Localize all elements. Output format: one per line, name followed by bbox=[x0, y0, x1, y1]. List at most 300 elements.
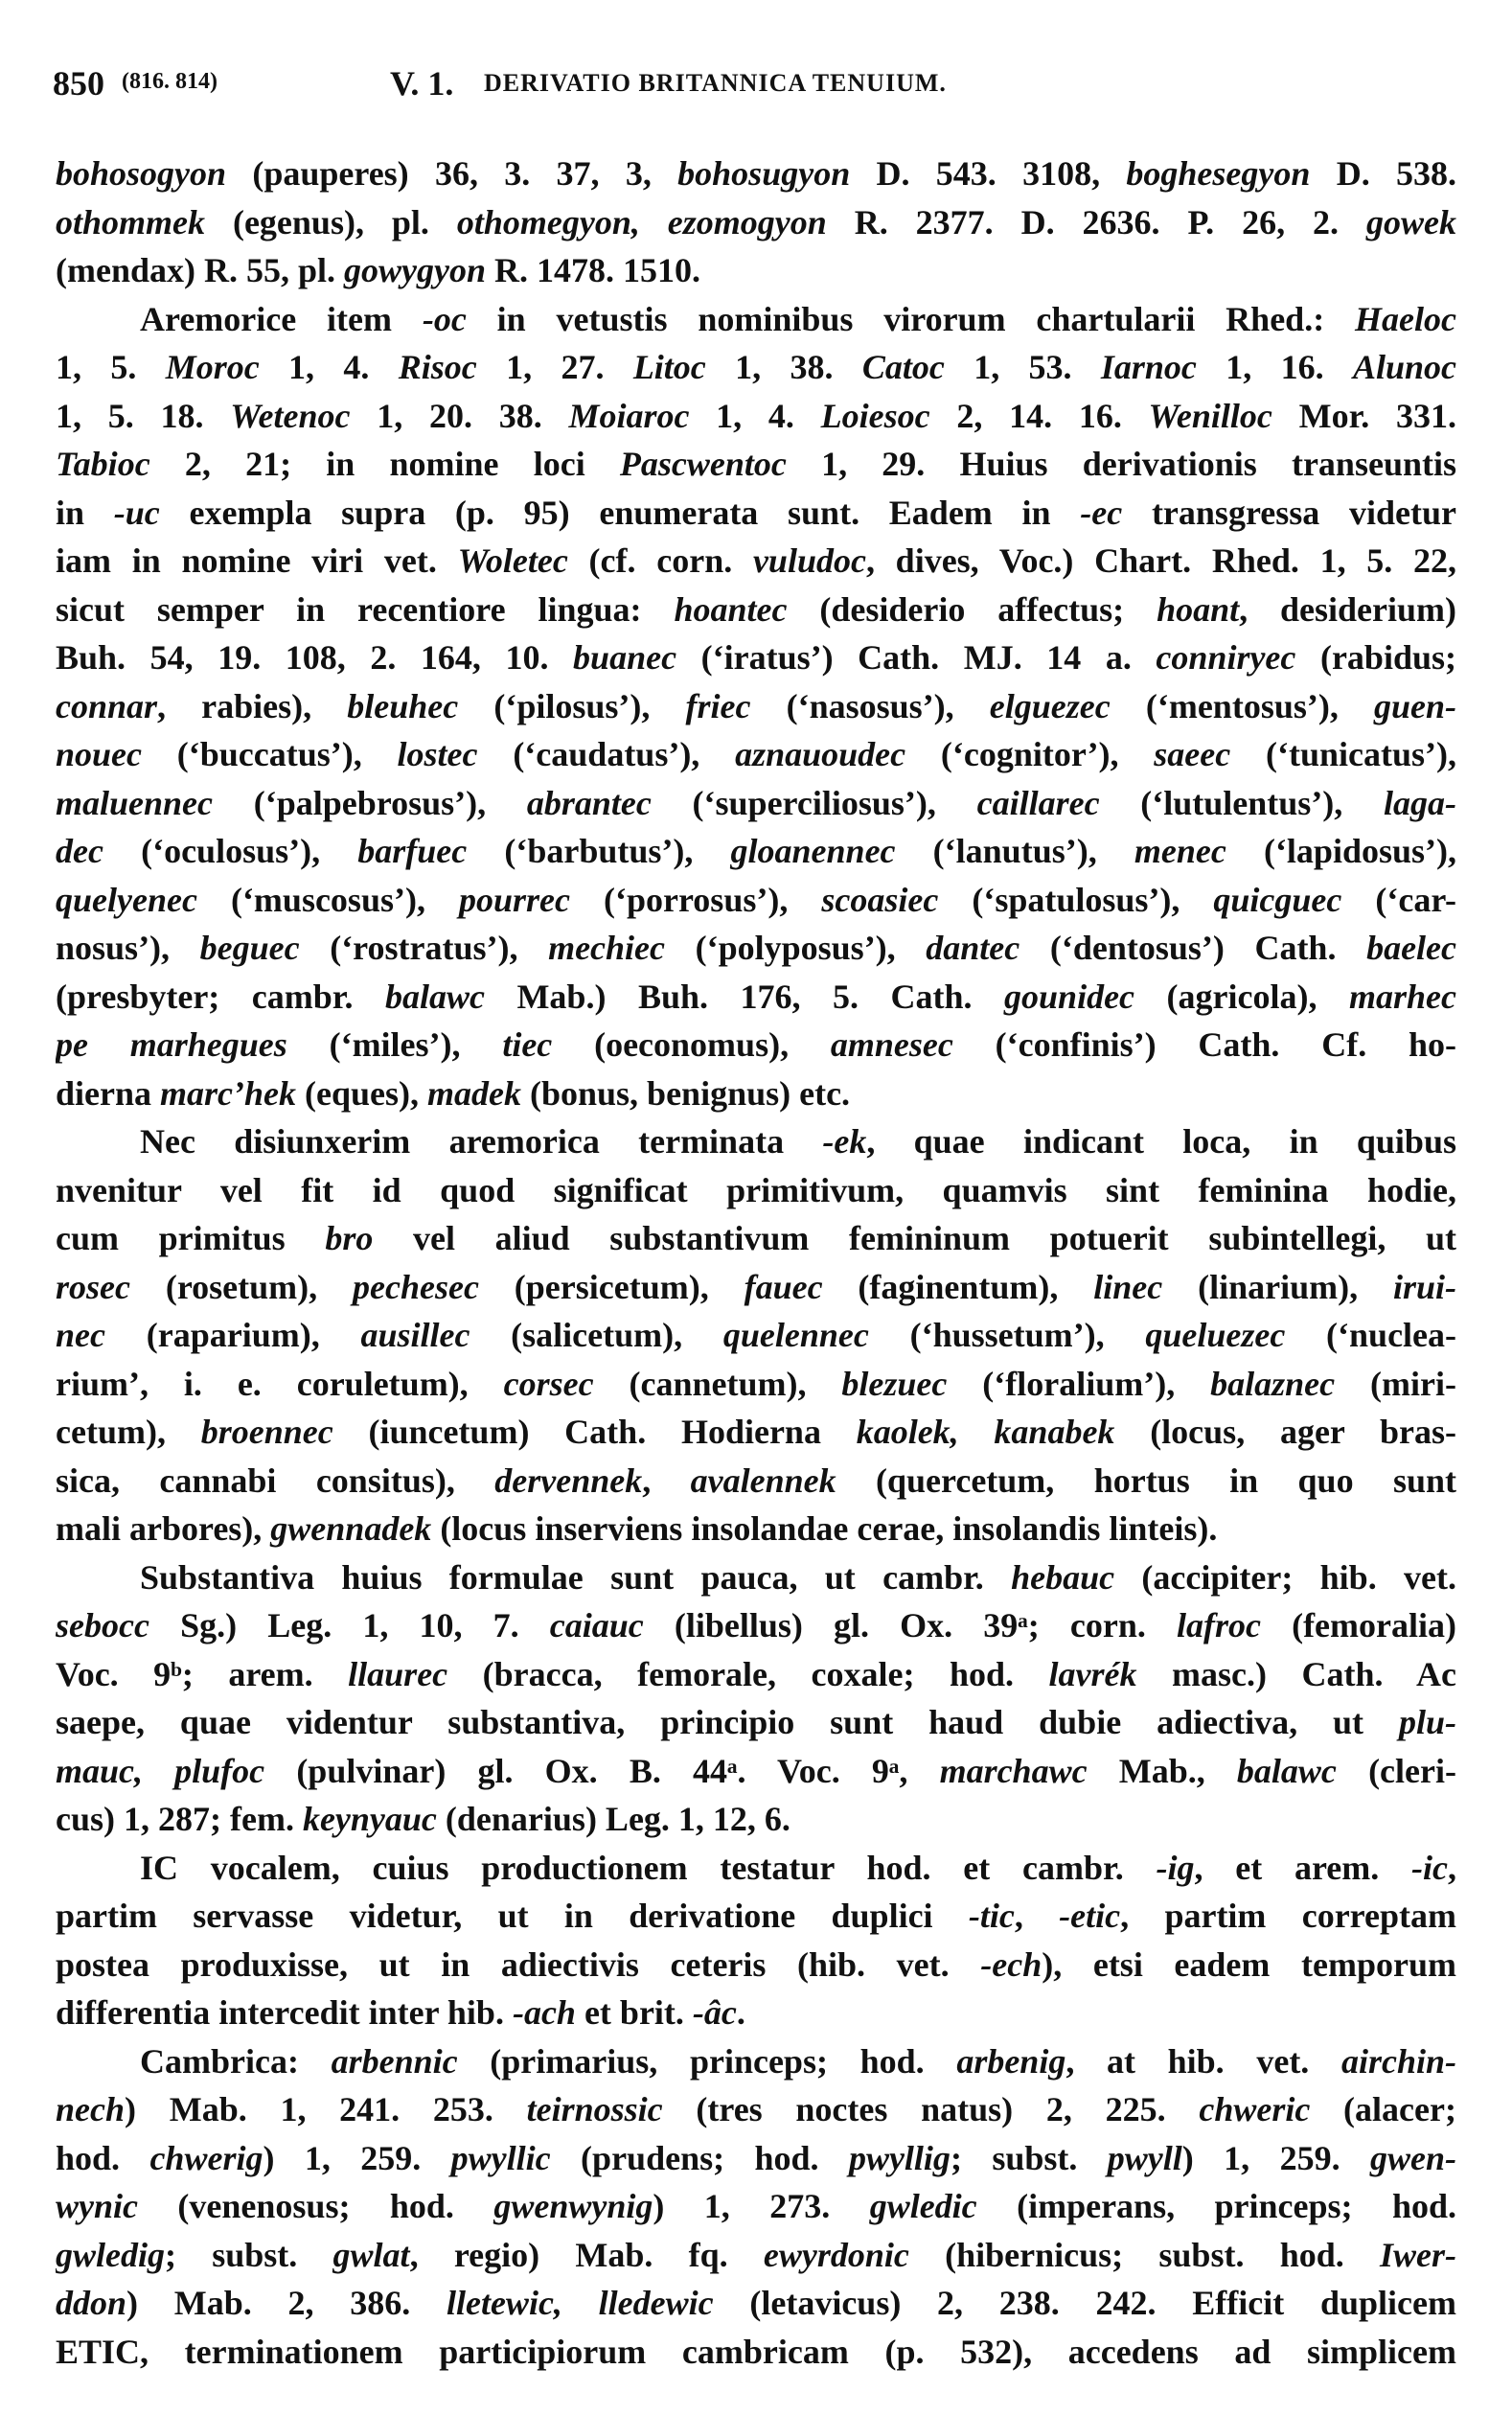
text-run: (‘tunicatus’), bbox=[1230, 735, 1456, 773]
italic-term: friec bbox=[685, 686, 751, 725]
text-run: ETIC, terminationem participiorum cambricam (p. 532), accedens ad simplicem bbox=[56, 2332, 1456, 2371]
text-run: mali arbores), bbox=[56, 1509, 271, 1548]
text-run: ) Mab. 2, 386. bbox=[126, 2284, 447, 2322]
italic-term: quicguec bbox=[1213, 880, 1342, 919]
italic-term: lostec bbox=[397, 735, 478, 773]
text-run: (denarius) Leg. 1, 12, 6. bbox=[436, 1800, 790, 1838]
italic-term: dec bbox=[56, 832, 103, 870]
italic-term: -âc bbox=[692, 1993, 737, 2032]
italic-term: Iarnoc bbox=[1100, 348, 1197, 386]
text-run: exempla supra (p. 95) enumerata sunt. Eadem in bbox=[159, 493, 1081, 532]
italic-term: Moiaroc bbox=[568, 396, 690, 435]
text-run: vel aliud substantivum femininum potuerit subintellegi, ut bbox=[373, 1219, 1456, 1257]
text-run: cum primitus bbox=[56, 1219, 326, 1257]
italic-term: Alunoc bbox=[1352, 348, 1456, 386]
italic-term: buanec bbox=[573, 638, 677, 677]
text-run: IC vocalem, cuius productionem testatur hod. et cambr. bbox=[140, 1848, 1157, 1887]
text-run: ), etsi eadem temporum bbox=[1042, 1944, 1456, 1984]
text-run: sica, cannabi consitus), bbox=[56, 1460, 495, 1500]
italic-term: scoasiec bbox=[821, 880, 939, 919]
italic-term: ausillec bbox=[360, 1316, 470, 1354]
italic-term: beguec bbox=[199, 929, 300, 967]
paragraph-first-line bbox=[56, 1844, 1456, 1893]
text-line bbox=[56, 2279, 1456, 2328]
text-run: 1, 4. bbox=[259, 348, 399, 386]
text-line bbox=[56, 1795, 1456, 1844]
italic-term: -ech bbox=[980, 1944, 1042, 1984]
text-run: (cf. corn. bbox=[567, 541, 753, 580]
text-run: (imperans, princeps; hod. bbox=[976, 2187, 1456, 2225]
italic-term: linec bbox=[1093, 1267, 1163, 1306]
italic-term: irui- bbox=[1392, 1267, 1456, 1306]
text-line bbox=[56, 1892, 1456, 1941]
italic-term: broennec bbox=[200, 1413, 333, 1451]
italic-term: chwerig bbox=[149, 2138, 263, 2177]
text-run: Mab.) Buh. 176, 5. Cath. bbox=[484, 977, 1005, 1016]
italic-term: tiec bbox=[502, 1025, 553, 1064]
text-run: (iuncetum) Cath. Hodierna bbox=[332, 1413, 857, 1451]
text-run: (miri- bbox=[1335, 1364, 1456, 1403]
italic-term: pe marhegues bbox=[56, 1025, 287, 1064]
text-run: dierna bbox=[56, 1073, 161, 1113]
text-run: (eques), bbox=[296, 1073, 427, 1113]
text-run: (‘mentosus’), bbox=[1110, 686, 1374, 725]
text-run: (‘lapidosus’), bbox=[1226, 832, 1456, 870]
text-line bbox=[56, 2182, 1456, 2231]
italic-term: lletewic, lledewic bbox=[446, 2284, 714, 2322]
text-line bbox=[56, 2328, 1456, 2377]
text-run: differentia intercedit inter hib. bbox=[56, 1993, 513, 2032]
italic-term: hoantec bbox=[674, 589, 788, 629]
text-run: R. 2377. D. 2636. P. 26, 2. bbox=[826, 202, 1366, 242]
text-run: 1, 29. Huius derivationis transeuntis bbox=[786, 445, 1456, 483]
italic-term: -uc bbox=[113, 493, 160, 532]
italic-term: llaurec bbox=[348, 1654, 448, 1693]
text-run: (alacer; bbox=[1310, 2090, 1456, 2128]
italic-term: gwen- bbox=[1369, 2138, 1456, 2177]
italic-term: dantec bbox=[926, 929, 1020, 967]
italic-term: laga- bbox=[1384, 783, 1456, 822]
italic-term: -etic bbox=[1059, 1897, 1121, 1935]
text-run: (‘nasosus’), bbox=[750, 686, 990, 725]
italic-term: pechesec bbox=[353, 1267, 479, 1306]
text-run: ; subst. bbox=[165, 2235, 333, 2274]
italic-term: aznauoudec bbox=[735, 735, 906, 773]
text-run: Nec disiunxerim aremorica terminata bbox=[140, 1122, 823, 1161]
text-run: postea produxisse, ut in adiectivis ceteris (hib. vet. bbox=[56, 1944, 981, 1984]
text-line bbox=[56, 392, 1456, 441]
italic-term: ddon bbox=[56, 2284, 127, 2322]
italic-term: Catoc bbox=[861, 348, 945, 386]
text-run: (rabidus; bbox=[1295, 638, 1456, 677]
italic-term: Tabioc bbox=[56, 445, 150, 483]
text-run: (‘porrosus’), bbox=[569, 880, 822, 919]
text-line bbox=[56, 1747, 1456, 1796]
italic-term: Litoc bbox=[632, 348, 706, 386]
text-run: 1, 4. bbox=[689, 396, 821, 435]
italic-term: quelennec bbox=[722, 1316, 869, 1354]
italic-term: barfuec bbox=[357, 832, 468, 870]
italic-term: sebocc bbox=[56, 1606, 149, 1644]
text-line bbox=[56, 2134, 1456, 2183]
italic-term: airchin- bbox=[1340, 2041, 1456, 2081]
text-run: Sg.) Leg. 1, 10, 7. bbox=[149, 1606, 550, 1644]
italic-term: madek bbox=[427, 1073, 521, 1113]
italic-term: maluennec bbox=[56, 783, 214, 822]
text-run: 1, 27. bbox=[476, 348, 633, 386]
italic-term: ewyrdonic bbox=[763, 2235, 909, 2274]
italic-term: pwyll bbox=[1107, 2138, 1182, 2177]
text-run: (pauperes) 36, 3. 37, 3, bbox=[226, 154, 678, 193]
italic-term: corsec bbox=[503, 1364, 594, 1403]
text-run: rium’, i. e. coruletum), bbox=[56, 1364, 504, 1403]
text-run: (‘spatulosus’), bbox=[938, 880, 1214, 919]
italic-term: keynyauc bbox=[302, 1800, 437, 1838]
italic-term: -ec bbox=[1080, 493, 1123, 532]
italic-term: boghesegyon bbox=[1126, 154, 1311, 193]
running-title: DERIVATIO BRITANNICA TENUIUM. bbox=[484, 69, 947, 97]
text-run: (rosetum), bbox=[129, 1267, 353, 1306]
italic-term: wynic bbox=[56, 2187, 138, 2225]
italic-term: marchawc bbox=[939, 1751, 1088, 1790]
text-run: (‘lutulentus’), bbox=[1099, 783, 1385, 822]
text-run: (salicetum), bbox=[470, 1316, 723, 1354]
section-number: V. 1. bbox=[390, 64, 454, 103]
italic-term: gounidec bbox=[1004, 977, 1135, 1016]
text-run: , bbox=[642, 1460, 691, 1500]
text-line bbox=[56, 1263, 1456, 1312]
text-line bbox=[56, 150, 1456, 198]
text-run: ) Mab. 1, 241. 253. bbox=[125, 2090, 527, 2128]
text-run: (‘muscosus’), bbox=[196, 880, 459, 919]
text-run: Mab., bbox=[1087, 1751, 1237, 1790]
text-run: , dives, Voc.) Chart. Rhed. 1, 5. 22, bbox=[865, 541, 1456, 580]
text-run: (quercetum, hortus in quo sunt bbox=[836, 1460, 1456, 1500]
text-run: Mor. 331. bbox=[1271, 396, 1456, 435]
text-run: cus) 1, 287; fem. bbox=[56, 1800, 303, 1838]
italic-term: nec bbox=[56, 1316, 105, 1354]
italic-term: teirnossic bbox=[526, 2090, 663, 2128]
italic-term: Risoc bbox=[398, 348, 477, 386]
text-run: (‘car- bbox=[1341, 880, 1456, 919]
italic-term: elguezec bbox=[989, 686, 1111, 725]
text-run: cetum), bbox=[56, 1413, 201, 1451]
text-line bbox=[56, 973, 1456, 1022]
text-run: (raparium), bbox=[104, 1316, 361, 1354]
text-line bbox=[56, 1989, 1456, 2037]
text-run: (libellus) gl. Ox. 39ᵃ; corn. bbox=[643, 1606, 1177, 1644]
text-run: hod. bbox=[56, 2138, 150, 2177]
text-run: D. 543. 3108, bbox=[850, 154, 1127, 193]
italic-term: pwyllic bbox=[450, 2138, 551, 2177]
text-line bbox=[56, 246, 1456, 295]
text-run: (‘caudatus’), bbox=[477, 735, 736, 773]
italic-term: nech bbox=[56, 2090, 125, 2128]
text-line bbox=[56, 682, 1456, 731]
italic-term: Haeloc bbox=[1355, 299, 1456, 338]
italic-term: mauc, plufoc bbox=[56, 1751, 265, 1790]
italic-term: Moroc bbox=[165, 348, 260, 386]
text-run: (‘miles’), bbox=[286, 1025, 503, 1064]
italic-term: saeec bbox=[1154, 735, 1231, 773]
text-run: (‘lanutus’), bbox=[895, 832, 1134, 870]
text-run: (oeconomus), bbox=[552, 1025, 831, 1064]
text-line bbox=[56, 779, 1456, 828]
italic-term: gwennadek bbox=[270, 1509, 432, 1548]
italic-term: othomegyon, ezomogyon bbox=[456, 202, 827, 242]
italic-term: caiauc bbox=[549, 1606, 644, 1644]
text-run: (‘iratus’) Cath. MJ. 14 a. bbox=[676, 638, 1157, 677]
text-run: , rabies), bbox=[157, 686, 348, 725]
italic-term: blezuec bbox=[841, 1364, 948, 1403]
text-line bbox=[56, 1070, 1456, 1118]
italic-term: pwyllig bbox=[848, 2138, 951, 2177]
italic-term: balaznec bbox=[1210, 1364, 1336, 1403]
text-run: et brit. bbox=[575, 1993, 693, 2032]
text-line bbox=[56, 633, 1456, 682]
text-run: , quae indicant loca, in quibus bbox=[866, 1122, 1456, 1161]
text-run: (cleri- bbox=[1336, 1751, 1456, 1790]
text-run: (‘rostratus’), bbox=[299, 929, 549, 967]
italic-term: caillarec bbox=[976, 783, 1100, 822]
text-line bbox=[56, 198, 1456, 247]
italic-term: amnesec bbox=[830, 1025, 953, 1064]
italic-term: gloanennec bbox=[730, 832, 896, 870]
text-run: , partim correptam bbox=[1120, 1897, 1456, 1935]
body-text bbox=[56, 150, 1456, 2376]
text-run: nosus’), bbox=[56, 929, 200, 967]
text-run: (femoralia) bbox=[1260, 1606, 1456, 1644]
text-run: , at hib. vet. bbox=[1065, 2041, 1341, 2081]
italic-term: mechiec bbox=[548, 929, 666, 967]
italic-term: -ig bbox=[1156, 1848, 1195, 1887]
text-run: ) 1, 259. bbox=[1181, 2138, 1370, 2177]
text-run: in bbox=[56, 493, 114, 532]
text-run: (faginentum), bbox=[822, 1267, 1094, 1306]
paragraph-first-line bbox=[56, 295, 1456, 344]
text-run: (pulvinar) gl. Ox. B. 44ᵃ. Voc. 9ᵃ, bbox=[264, 1751, 940, 1790]
text-run: (‘palpebrosus’), bbox=[213, 783, 527, 822]
text-run: (‘hussetum’), bbox=[868, 1316, 1146, 1354]
text-line bbox=[56, 876, 1456, 925]
text-run: ; subst. bbox=[950, 2138, 1108, 2177]
text-run: 1, 5. bbox=[56, 348, 166, 386]
text-run: Voc. 9ᵇ; arem. bbox=[56, 1654, 349, 1693]
italic-term: Wenilloc bbox=[1148, 396, 1272, 435]
text-run: sicut semper in recentiore lingua: bbox=[56, 589, 675, 629]
text-run: 1, 20. 38. bbox=[350, 396, 569, 435]
text-run: (‘polyposus’), bbox=[665, 929, 927, 967]
italic-term: Woletec bbox=[457, 541, 568, 580]
text-run: (linarium), bbox=[1162, 1267, 1393, 1306]
italic-term: bleuhec bbox=[347, 686, 459, 725]
italic-term: gwlat bbox=[332, 2235, 410, 2274]
italic-term: othommek bbox=[56, 202, 206, 242]
text-line bbox=[56, 586, 1456, 634]
italic-term: vuludoc bbox=[752, 541, 866, 580]
italic-term: -ic bbox=[1411, 1848, 1449, 1887]
italic-term: quelyenec bbox=[56, 880, 197, 919]
paragraph-first-line bbox=[56, 1117, 1456, 1166]
text-run: (agricola), bbox=[1134, 977, 1349, 1016]
text-run: (‘barbutus’), bbox=[467, 832, 731, 870]
text-run: (accipiter; hib. vet. bbox=[1114, 1557, 1456, 1597]
text-run: D. 538. bbox=[1310, 154, 1456, 193]
text-line bbox=[56, 2231, 1456, 2280]
text-run: (locus, ager bras- bbox=[1114, 1413, 1456, 1451]
italic-term: Iwer- bbox=[1380, 2235, 1456, 2274]
text-run: 2, 14. 16. bbox=[929, 396, 1149, 435]
italic-term: bohosogyon bbox=[56, 154, 227, 193]
italic-term: gowygyon bbox=[344, 251, 487, 289]
italic-term: bohosugyon bbox=[677, 154, 851, 193]
running-header bbox=[53, 63, 1461, 111]
text-run: , bbox=[1014, 1897, 1060, 1935]
text-run: (persicetum), bbox=[478, 1267, 745, 1306]
text-run: iam in nomine viri vet. bbox=[56, 541, 458, 580]
text-run: (‘dentosus’) Cath. bbox=[1019, 929, 1367, 967]
text-line bbox=[56, 730, 1456, 779]
text-run: (‘superciliosus’), bbox=[651, 783, 977, 822]
text-run: Aremorice item bbox=[140, 299, 423, 338]
italic-term: gwledic bbox=[869, 2187, 977, 2225]
text-run: (letavicus) 2, 238. 242. Efficit duplicem bbox=[713, 2284, 1456, 2322]
italic-term: baelec bbox=[1366, 929, 1456, 967]
italic-term: Loiesoc bbox=[820, 396, 930, 435]
text-run: , et arem. bbox=[1194, 1848, 1412, 1887]
text-line bbox=[56, 1698, 1456, 1747]
text-run: in vetustis nominibus virorum chartularii Rhed.: bbox=[466, 299, 1356, 338]
italic-term: -oc bbox=[422, 299, 467, 338]
text-line bbox=[56, 537, 1456, 586]
text-run: 1, 5. 18. bbox=[56, 396, 231, 435]
text-run: (‘nuclea- bbox=[1285, 1316, 1456, 1354]
italic-term: marhec bbox=[1349, 977, 1456, 1016]
page-number: 850 bbox=[53, 64, 104, 103]
text-line bbox=[56, 924, 1456, 973]
text-line bbox=[56, 1360, 1456, 1409]
text-run: partim servasse videtur, ut in derivatione duplici bbox=[56, 1897, 969, 1935]
text-run: (tres noctes natus) 2, 225. bbox=[662, 2090, 1200, 2128]
text-run: Cambrica: bbox=[140, 2041, 332, 2081]
italic-term: abrantec bbox=[526, 783, 652, 822]
text-run: (egenus), pl. bbox=[205, 202, 457, 242]
text-run: , desiderium) bbox=[1239, 589, 1456, 629]
text-line bbox=[56, 827, 1456, 876]
italic-term: arbenig bbox=[956, 2041, 1066, 2081]
italic-term: Wetenoc bbox=[230, 396, 351, 435]
italic-term: menec bbox=[1134, 832, 1226, 870]
italic-term: marc’hek bbox=[160, 1073, 296, 1113]
italic-term: kaolek, kanabek bbox=[856, 1413, 1115, 1451]
text-line bbox=[56, 1021, 1456, 1070]
text-line bbox=[56, 1311, 1456, 1360]
italic-term: gwledig bbox=[56, 2235, 165, 2274]
text-run: , bbox=[1448, 1848, 1456, 1887]
text-run: R. 1478. 1510. bbox=[486, 251, 701, 289]
italic-term: lavrék bbox=[1048, 1654, 1137, 1693]
text-line bbox=[56, 489, 1456, 538]
text-line bbox=[56, 1214, 1456, 1263]
text-run: (‘floralium’), bbox=[947, 1364, 1211, 1403]
text-run: (bracca, femorale, coxale; hod. bbox=[447, 1654, 1049, 1693]
text-run: (‘oculosus’), bbox=[103, 832, 358, 870]
text-run: (‘pilosus’), bbox=[458, 686, 686, 725]
text-line bbox=[56, 1941, 1456, 1990]
text-line bbox=[56, 1408, 1456, 1457]
italic-term: hebauc bbox=[1011, 1557, 1115, 1597]
italic-term: fauec bbox=[744, 1267, 823, 1306]
text-run: saepe, quae videntur substantiva, principio sunt haud dubie adiectiva, ut bbox=[56, 1703, 1399, 1741]
text-run: (primarius, princeps; hod. bbox=[457, 2041, 957, 2081]
text-line bbox=[56, 1601, 1456, 1650]
text-run: 2, 21; in nomine loci bbox=[149, 445, 620, 483]
text-run: (‘cognitor’), bbox=[905, 735, 1155, 773]
text-run: . bbox=[736, 1993, 745, 2032]
italic-term: connar bbox=[56, 686, 158, 725]
text-line bbox=[56, 1166, 1456, 1215]
text-run: 1, 53. bbox=[944, 348, 1101, 386]
text-line bbox=[56, 1650, 1456, 1699]
text-run: , regio) Mab. fq. bbox=[409, 2235, 764, 2274]
italic-term: -ek bbox=[822, 1122, 867, 1161]
text-run: 1, 16. bbox=[1196, 348, 1353, 386]
italic-term: dervennek bbox=[494, 1460, 643, 1500]
text-line bbox=[56, 1505, 1456, 1553]
text-run: (cannetum), bbox=[593, 1364, 842, 1403]
text-line bbox=[56, 2085, 1456, 2134]
italic-term: nouec bbox=[56, 735, 142, 773]
text-run: (locus inserviens insolandae cerae, insolandis linteis). bbox=[431, 1509, 1218, 1548]
paragraph-first-line bbox=[56, 1553, 1456, 1602]
text-line bbox=[56, 343, 1456, 392]
text-run: (‘confinis’) Cath. Cf. ho- bbox=[952, 1025, 1456, 1064]
text-line bbox=[56, 1457, 1456, 1506]
italic-term: arbennic bbox=[331, 2041, 458, 2081]
text-run: (hibernicus; subst. hod. bbox=[908, 2235, 1380, 2274]
text-run: (bonus, benignus) etc. bbox=[520, 1073, 851, 1113]
italic-term: Pascwentoc bbox=[619, 445, 787, 483]
italic-term: -tic bbox=[968, 1897, 1015, 1935]
page-references: (816. 814) bbox=[122, 69, 218, 94]
italic-term: pourrec bbox=[458, 880, 570, 919]
text-line bbox=[56, 440, 1456, 489]
italic-term: avalennek bbox=[690, 1460, 836, 1500]
italic-term: guen- bbox=[1373, 686, 1456, 725]
text-run: (venenosus; hod. bbox=[138, 2187, 494, 2225]
text-run: Buh. 54, 19. 108, 2. 164, 10. bbox=[56, 638, 574, 677]
italic-term: gwenwynig bbox=[493, 2187, 653, 2225]
italic-term: queluezec bbox=[1145, 1316, 1286, 1354]
text-run: (‘buccatus’), bbox=[142, 735, 398, 773]
text-run: ) 1, 273. bbox=[653, 2187, 870, 2225]
italic-term: bro bbox=[325, 1219, 374, 1257]
italic-term: hoant bbox=[1157, 589, 1240, 629]
italic-term: conniryec bbox=[1156, 638, 1296, 677]
italic-term: -ach bbox=[512, 1993, 576, 2032]
text-run: masc.) Cath. Ac bbox=[1136, 1654, 1456, 1693]
text-run: (prudens; hod. bbox=[550, 2138, 849, 2177]
text-run: nvenitur vel fit id quod significat primitivum, quamvis sint feminina hodie, bbox=[56, 1170, 1456, 1209]
italic-term: gowek bbox=[1366, 202, 1456, 242]
italic-term: rosec bbox=[56, 1267, 130, 1306]
italic-term: chweric bbox=[1199, 2090, 1311, 2128]
text-run: 1, 38. bbox=[705, 348, 862, 386]
paragraph-first-line bbox=[56, 2037, 1456, 2086]
italic-term: plu- bbox=[1398, 1703, 1456, 1741]
text-run: (desiderio affectus; bbox=[787, 589, 1157, 629]
text-run: (mendax) R. 55, pl. bbox=[56, 251, 345, 289]
